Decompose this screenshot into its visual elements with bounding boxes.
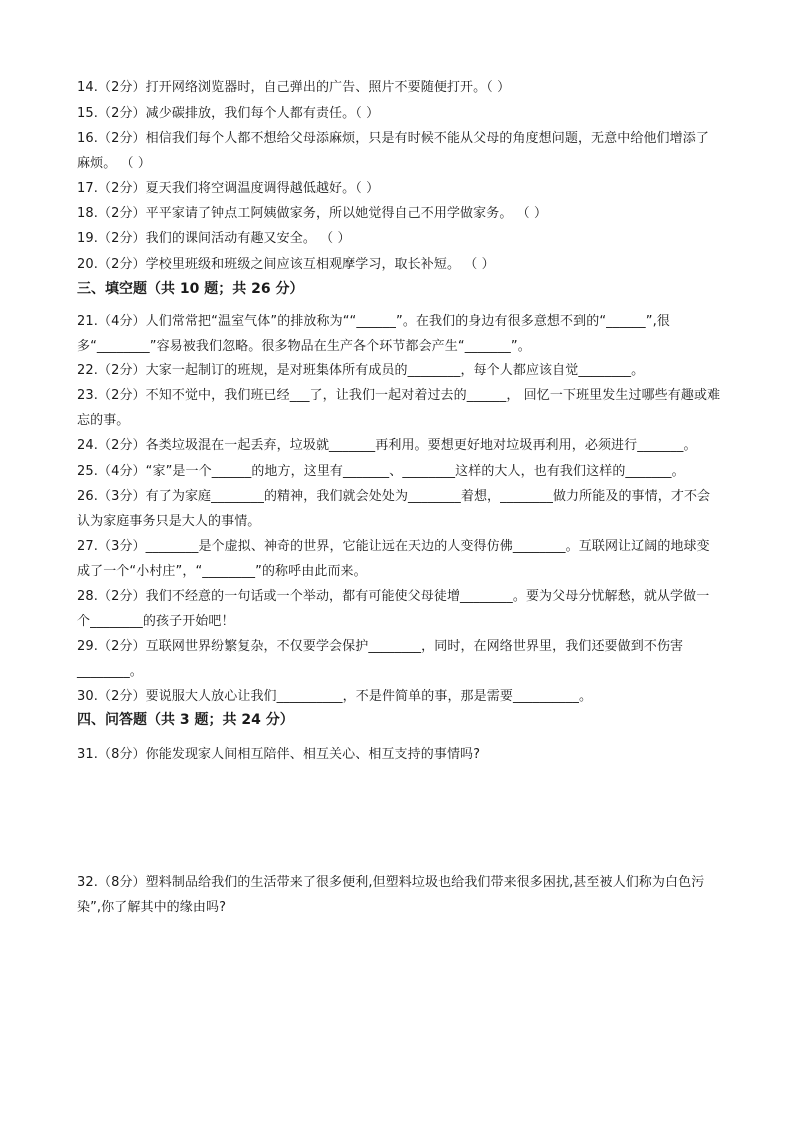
question-21: 21.（4分）人们常常把“温室气体”的排放称为““______”。在我们的身边有很多意想不到的“______”,很多“________”容易被我们忽略。很多物品在生产各个环节都会产生“_______”。 [77,314,670,354]
section-heading-fill-in: 三、填空题（共 10 题；共 26 分） [77,281,304,297]
question-27: 27.（3分）________是个虚拟、神奇的世界，它能让远在天边的人变得仿佛________。互联网让辽阔的地球变成了一个“小村庄”，“________”的称呼由此而来。 [77,539,710,579]
question-14: 14.（2分）打开网络浏览器时，自己弹出的广告、照片不要随便打开。（ ） [77,80,511,95]
question-29: 29.（2分）互联网世界纷繁复杂，不仅要学会保护________，同时，在网络世界里，我们还要做到不伤害________。 [77,639,684,679]
question-17: 17.（2分）夏天我们将空调温度调得越低越好。（ ） [77,181,380,196]
question-23: 23.（2分）不知不觉中，我们班已经___了，让我们一起对着过去的______， 回忆一下班里发生过哪些有趣或难忘的事。 [77,388,721,428]
question-16: 16.（2分）相信我们每个人都不想给父母添麻烦，只是有时候不能从父母的角度想问题，无意中给他们增添了麻烦。 （ ） [77,131,709,171]
question-31: 31.（8分）你能发现家人间相互陪伴、相互关心、相互支持的事情吗? [77,747,481,762]
question-30: 30.（2分）要说服大人放心让我们__________，不是件简单的事，那是需要__________。 [77,689,593,704]
question-22: 22.（2分）大家一起制订的班规，是对班集体所有成员的________，每个人都应该自觉________。 [77,363,645,378]
section-heading-qa: 四、问答题（共 3 题；共 24 分） [77,712,294,728]
question-15: 15.（2分）减少碳排放，我们每个人都有责任。（ ） [77,106,380,121]
question-19: 19.（2分）我们的课间活动有趣又安全。 （ ） [77,231,351,246]
question-25: 25.（4分）“家”是一个______的地方，这里有_______、________这样的大人，也有我们这样的_______。 [77,464,685,479]
question-24: 24.（2分）各类垃圾混在一起丢弃，垃圾就_______再利用。要想更好地对垃圾再利用，必须进行_______。 [77,438,697,453]
question-32: 32.（8分）塑料制品给我们的生活带来了很多便利,但塑料垃圾也给我们带来很多困扰,甚至被人们称为白色污染”,你了解其中的缘由吗? [77,875,705,915]
question-26: 26.（3分）有了为家庭________的精神，我们就会处处为________着想，________做力所能及的事情，才不会认为家庭事务只是大人的事情。 [77,489,711,529]
question-28: 28.（2分）我们不经意的一句话或一个举动，都有可能使父母徒增________。要为父母分忧解愁，就从学做一个________的孩子开始吧！ [77,589,710,629]
question-20: 20.（2分）学校里班级和班级之间应该互相观摩学习，取长补短。 （ ） [77,257,495,272]
question-18: 18.（2分）平平家请了钟点工阿姨做家务，所以她觉得自己不用学做家务。 （ ） [77,206,548,221]
